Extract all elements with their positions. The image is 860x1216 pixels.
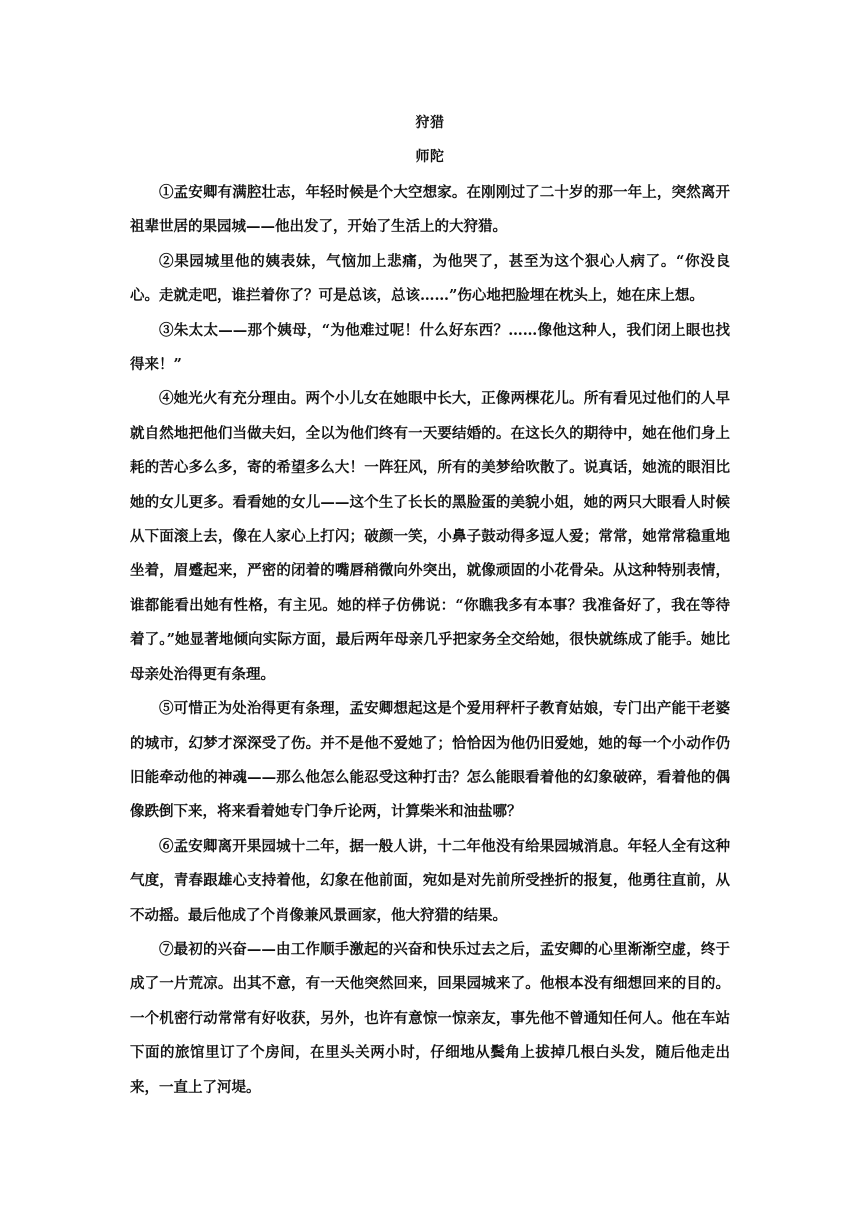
paragraph-1: ①孟安卿有满腔壮志，年轻时候是个大空想家。在刚刚过了二十岁的那一年上，突然离开祖辈世居的果园城——他出发了，开始了生活上的大狩猎。 bbox=[130, 184, 730, 236]
paragraph-2: ②果园城里他的姨表妹，气恼加上悲痛，为他哭了，甚至为这个狠心人病了。“你没良心。走就走吧，谁拦着你了？可是总该，总该……”伤心地把脸埋在枕头上，她在床上想。 bbox=[130, 252, 730, 305]
paragraph-5: ⑤可惜正为处治得更有条理，孟安卿想起这是个爱用秤杆子教育姑娘，专门出产能干老婆的城市，幻梦才深深受了伤。并不是他不爱她了；恰恰因为他仍旧爱她，她的每一个小动作仍旧能牵动他的神魂——那么他怎么能忍受这种打击？怎么能眼看着他的幻象破碎，看着他的偶像跌倒下来，将来看着她专门争斤论两，计算柴米和油盐哪？ bbox=[130, 700, 730, 821]
article-body bbox=[130, 176, 730, 1105]
article-author: 师陀 bbox=[415, 149, 445, 165]
paragraph-6: ⑥孟安卿离开果园城十二年，据一般人讲，十二年他没有给果园城消息。年轻人全有这种气度，青春跟雄心支持着他，幻象在他前面，宛如是对先前所受挫折的报复，他勇往直前，从不动摇。最后他成了个肖像兼风景画家，他大狩猎的结果。 bbox=[130, 837, 730, 924]
paragraph-4: ④她光火有充分理由。两个小儿女在她眼中长大，正像两棵花儿。所有看见过他们的人早就自然地把他们当做夫妇，全以为他们终有一天要结婚的。在这长久的期待中，她在他们身上耗的苦心多么多，寄的希望多么大！一阵狂风，所有的美梦给吹散了。说真话，她流的眼泪比她的女儿更多。看看她的女儿——这个生了长长的黑脸蛋的美貌小姐，她的两只大眼看人时候从下面滚上去，像在人家心上打闪；破颜一笑，小鼻子鼓动得多逗人爱；常常，她常常稳重地坐着，眉蹙起来，严密的闭着的嘴唇稍微向外突出，就像顽固的小花骨朵。从这种特别表情，谁都能看出她有性格，有主见。她的样子仿佛说：“你瞧我多有本事？我准备好了，我在等待着了。”她显著地倾向实际方面，最后两年母亲几乎把家务全交给她，很快就练成了能手。她比母亲处治得更有条理。 bbox=[130, 390, 730, 683]
paragraph-7: ⑦最初的兴奋——由工作顺手激起的兴奋和快乐过去之后，孟安卿的心里渐渐空虚，终于成了一片荒凉。出其不意，有一天他突然回来，回果园城来了。他根本没有细想回来的目的。一个机密行动常常有好收获，另外，也许有意惊一惊亲友，事先他不曾通知任何人。他在车站下面的旅馆里订了个房间，在里头关两小时，仔细地从鬓角上拔掉几根白头发，随后他走出来，一直上了河堤。 bbox=[130, 940, 730, 1096]
article-title: 狩猎 bbox=[415, 115, 445, 131]
paragraph-3: ③朱太太——那个姨母，“为他难过呢！什么好东西？……像他这种人，我们闭上眼也找得来！” bbox=[130, 321, 730, 374]
